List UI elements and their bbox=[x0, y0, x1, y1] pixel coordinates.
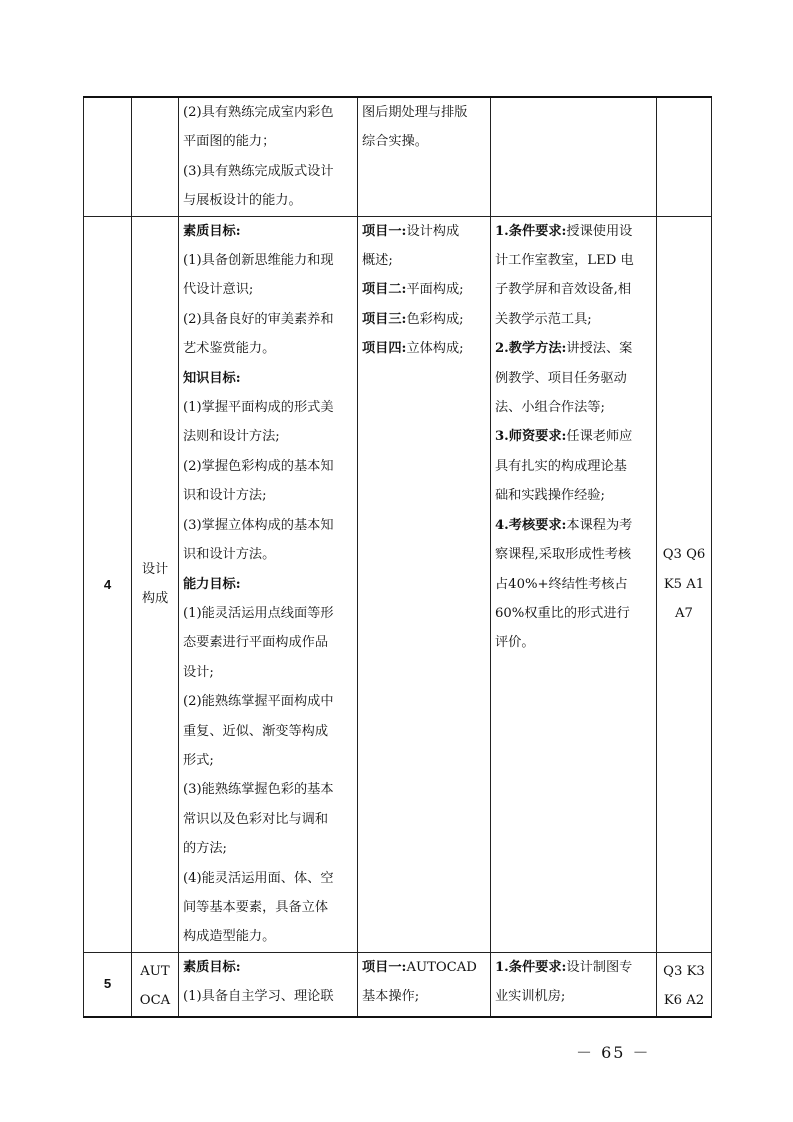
requirement-line bbox=[495, 953, 652, 982]
objective-line: (1)具备自主学习、理论联 bbox=[183, 989, 334, 1005]
objective-line: 态要素进行平面构成作品 bbox=[183, 635, 329, 651]
requirement-line bbox=[495, 511, 652, 540]
objective-line: 的方法; bbox=[183, 841, 228, 857]
requirement-text: 础和实践操作经验; bbox=[495, 488, 605, 504]
requirement-text: 占40%+终结性考核占 bbox=[495, 576, 628, 592]
content-line bbox=[362, 127, 486, 156]
content-text: 基本操作; bbox=[362, 989, 420, 1005]
objective-line: (2)掌握色彩构成的基本知 bbox=[183, 458, 334, 474]
objective-line: (2)能熟练掌握平面构成中 bbox=[183, 694, 334, 710]
objective-heading: 知识目标: bbox=[183, 370, 241, 386]
objectives-cell bbox=[179, 97, 358, 216]
competency-code-line: A7 bbox=[675, 605, 693, 621]
course-name-cell bbox=[132, 952, 179, 1016]
objective-line: 间等基本要素，具备立体 bbox=[183, 899, 329, 915]
requirement-text: 察课程,采取形成性考核 bbox=[495, 547, 632, 563]
course-name-line: OCA bbox=[139, 993, 171, 1009]
objective-line: (2)具备良好的审美素养和 bbox=[183, 311, 334, 327]
requirement-text: 本课程为考 bbox=[566, 517, 633, 533]
content-text: 立体构成; bbox=[406, 341, 464, 357]
requirement-label: 1.条件要求: bbox=[495, 959, 567, 975]
objective-line: 识和设计方法; bbox=[183, 488, 267, 504]
content-line bbox=[362, 953, 486, 982]
requirement-text: 任课老师应 bbox=[566, 429, 633, 445]
competency-code-line: Q3 Q6 bbox=[662, 547, 706, 563]
requirement-text: 子教学屏和音效设备,相 bbox=[495, 282, 632, 298]
objective-line: (1)具备创新思维能力和现 bbox=[183, 253, 334, 269]
requirement-line bbox=[495, 275, 652, 304]
project-label: 项目一: bbox=[362, 959, 407, 975]
objective-line: (2)具有熟练完成室内彩色 bbox=[183, 105, 334, 120]
content-text: 平面构成; bbox=[406, 282, 464, 298]
requirement-text: 设计制图专 bbox=[566, 959, 633, 975]
course-name-line: AUT bbox=[140, 963, 170, 979]
course-number-cell bbox=[84, 216, 132, 952]
course-number: 4 bbox=[103, 576, 112, 592]
course-number-cell bbox=[84, 97, 132, 216]
requirement-line bbox=[495, 246, 652, 275]
content-line bbox=[362, 305, 486, 334]
course-name-line: 设计 bbox=[141, 561, 169, 577]
requirement-line bbox=[495, 305, 652, 334]
requirement-line bbox=[495, 570, 652, 599]
project-label: 项目二: bbox=[362, 282, 407, 298]
requirement-line bbox=[495, 334, 652, 363]
requirement-label: 3.师资要求: bbox=[495, 429, 567, 445]
content-text: 色彩构成; bbox=[406, 311, 464, 327]
objective-heading: 素质目标: bbox=[183, 223, 241, 239]
course-name-cell bbox=[132, 97, 179, 216]
requirements-cell bbox=[491, 216, 657, 952]
requirement-text: 讲授法、案 bbox=[566, 341, 633, 357]
requirement-label: 1.条件要求: bbox=[495, 223, 567, 239]
requirement-line bbox=[495, 217, 652, 246]
requirement-text: 评价。 bbox=[495, 635, 535, 651]
content-text: 概述; bbox=[362, 253, 393, 269]
content-line bbox=[362, 982, 486, 1011]
content-text: 综合实操。 bbox=[362, 134, 428, 150]
objective-line: 平面图的能力； bbox=[183, 134, 276, 150]
requirement-line bbox=[495, 481, 652, 510]
requirement-line bbox=[495, 982, 652, 1011]
content-text: AUTOCAD bbox=[406, 959, 477, 975]
content-line bbox=[362, 334, 486, 363]
table-row bbox=[84, 97, 712, 216]
requirements-cell bbox=[491, 97, 657, 216]
requirements-cell bbox=[491, 952, 657, 1016]
objective-line: 代设计意识; bbox=[183, 282, 254, 298]
objectives-cell bbox=[179, 216, 358, 952]
content-cell bbox=[358, 97, 491, 216]
objective-line: 法则和设计方法; bbox=[183, 429, 280, 445]
objective-line: 设计; bbox=[183, 664, 214, 680]
page-number: － 65 － bbox=[576, 1043, 651, 1062]
objectives-cell bbox=[179, 952, 358, 1016]
requirement-line bbox=[495, 540, 652, 569]
content-line bbox=[362, 98, 486, 127]
objective-line: 重复、近似、渐变等构成 bbox=[183, 723, 329, 739]
content-line bbox=[362, 246, 486, 275]
requirement-text: 计工作室教室，LED 电 bbox=[495, 253, 634, 269]
objective-line: 形式; bbox=[183, 752, 214, 768]
requirement-text: 授课使用设 bbox=[566, 223, 633, 239]
project-label: 项目四: bbox=[362, 341, 407, 357]
requirement-text: 关教学示范工具; bbox=[495, 311, 592, 327]
objective-line: 常识以及色彩对比与调和 bbox=[183, 811, 329, 827]
competency-code-line: Q3 K3 bbox=[663, 963, 705, 979]
content-text: 图后期处理与排版 bbox=[362, 105, 468, 120]
requirement-text: 60%权重比的形式进行 bbox=[495, 605, 630, 621]
objective-heading: 能力目标: bbox=[183, 576, 241, 592]
project-label: 项目一: bbox=[362, 223, 407, 239]
content-cell bbox=[358, 952, 491, 1016]
objective-line: 构成造型能力。 bbox=[183, 929, 276, 945]
course-number-cell bbox=[84, 952, 132, 1016]
objective-line: (3)能熟练掌握色彩的基本 bbox=[183, 782, 334, 798]
content-line bbox=[362, 217, 486, 246]
objective-line: (4)能灵活运用面、体、空 bbox=[183, 870, 334, 886]
requirement-text: 法、小组合作法等; bbox=[495, 400, 605, 416]
table-row bbox=[84, 216, 712, 952]
requirement-label: 2.教学方法: bbox=[495, 341, 567, 357]
objective-line: (1)掌握平面构成的形式美 bbox=[183, 400, 334, 416]
objective-line: (3)掌握立体构成的基本知 bbox=[183, 517, 334, 533]
requirement-line bbox=[495, 364, 652, 393]
course-name-cell bbox=[132, 216, 179, 952]
content-text: 设计构成 bbox=[406, 223, 460, 239]
requirement-line bbox=[495, 452, 652, 481]
requirement-line bbox=[495, 422, 652, 451]
competency-codes-cell bbox=[657, 97, 712, 216]
competency-code-line: K6 A2 bbox=[663, 993, 705, 1009]
requirement-line bbox=[495, 393, 652, 422]
course-name-line: 构成 bbox=[141, 591, 169, 607]
course-number: 5 bbox=[103, 976, 112, 992]
content-cell bbox=[358, 216, 491, 952]
objective-line: (1)能灵活运用点线面等形 bbox=[183, 605, 334, 621]
competency-codes-cell bbox=[657, 952, 712, 1016]
objective-line: 识和设计方法。 bbox=[183, 547, 276, 563]
requirement-line bbox=[495, 628, 652, 657]
requirement-label: 4.考核要求: bbox=[495, 517, 567, 533]
project-label: 项目三: bbox=[362, 311, 407, 327]
content-line bbox=[362, 275, 486, 304]
table-row bbox=[84, 952, 712, 1016]
objective-heading: 素质目标: bbox=[183, 959, 241, 975]
requirement-line bbox=[495, 599, 652, 628]
objective-line: 艺术鉴赏能力。 bbox=[183, 341, 276, 357]
competency-codes-cell bbox=[657, 216, 712, 952]
objective-line: 与展板设计的能力。 bbox=[183, 193, 302, 209]
competency-code-line: K5 A1 bbox=[663, 576, 705, 592]
requirement-text: 具有扎实的构成理论基 bbox=[495, 458, 627, 474]
requirement-text: 业实训机房; bbox=[495, 989, 566, 1005]
objective-line: (3)具有熟练完成版式设计 bbox=[183, 163, 334, 179]
curriculum-table bbox=[83, 96, 712, 1018]
requirement-text: 例教学、项目任务驱动 bbox=[495, 370, 627, 386]
